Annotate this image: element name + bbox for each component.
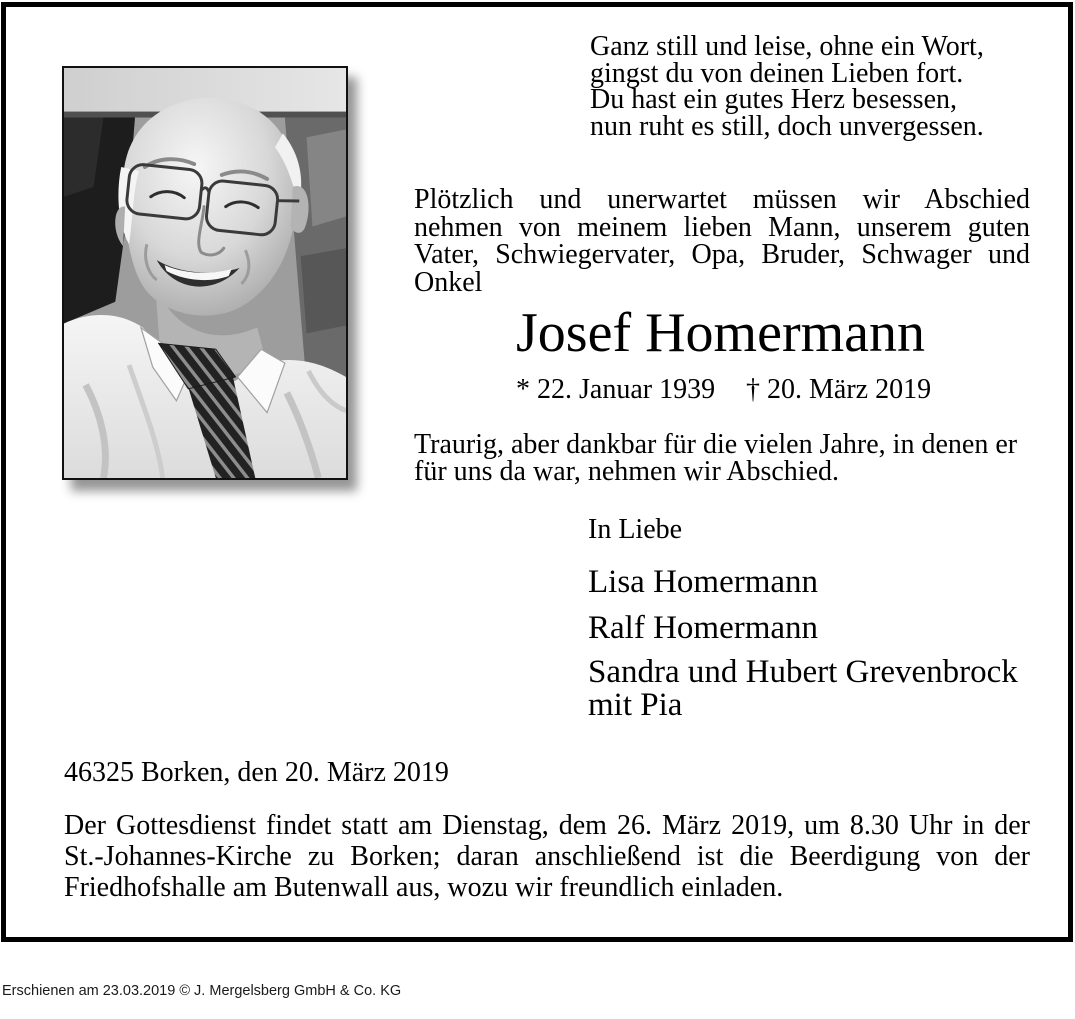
portrait-image [64, 68, 346, 478]
place-date: 46325 Borken, den 20. März 2019 [64, 756, 449, 788]
closing-line: Traurig, aber dankbar für die vielen Jahre, in denen er [414, 429, 1018, 460]
portrait-photo [62, 66, 348, 480]
intro-line: nehmen von meinem lieben Mann, unserem guten [414, 211, 1030, 243]
birth-date: * 22. Januar 1939 [516, 373, 716, 405]
poem-line: gingst du von deinen Lieben fort. [590, 57, 964, 89]
poem-line: Du hast ein gutes Herz besessen, [590, 84, 958, 116]
mourner-line: Lisa Homermann [588, 564, 819, 600]
poem-line: Ganz still und leise, ohne ein Wort, [590, 31, 984, 62]
mourner-line: mit Pia [588, 687, 683, 723]
intro-line: Plötzlich und unerwartet müssen wir Abschied [414, 184, 1030, 215]
intro-paragraph [414, 186, 1030, 296]
service-paragraph [64, 810, 1030, 903]
closing-paragraph [414, 431, 1017, 485]
mourner-line: Ralf Homermann [588, 610, 819, 646]
poem-line: nun ruht es still, doch unvergessen. [590, 111, 984, 143]
service-line: St.-Johannes-Kirche zu Borken; daran anschließend ist die Beerdigung von der [64, 841, 1030, 872]
intro-line: Vater, Schwiegervater, Opa, Bruder, Schwager und [414, 239, 1030, 271]
closing-line: für uns da war, nehmen wir Abschied. [414, 456, 839, 487]
mourner-line: Sandra und Hubert Grevenbrock [588, 654, 1018, 690]
service-line: Friedhofshalle am Butenwall aus, wozu wir freundlich einladen. [64, 872, 784, 903]
signoff: In Liebe [588, 513, 683, 545]
mourner-name [588, 656, 1018, 722]
publication-footer: Erschienen am 23.03.2019 © J. Mergelsberg GmbH & Co. KG [2, 982, 402, 999]
intro-line: Onkel [414, 266, 483, 298]
mourner-name [588, 564, 818, 600]
mourner-name [588, 610, 818, 646]
deceased-name: Josef Homermann [516, 302, 926, 364]
service-line: Der Gottesdienst findet statt am Dienstag, dem 26. März 2019, um 8.30 Uhr in der [64, 810, 1030, 841]
poem [590, 31, 984, 143]
death-date: † 20. März 2019 [746, 373, 932, 405]
